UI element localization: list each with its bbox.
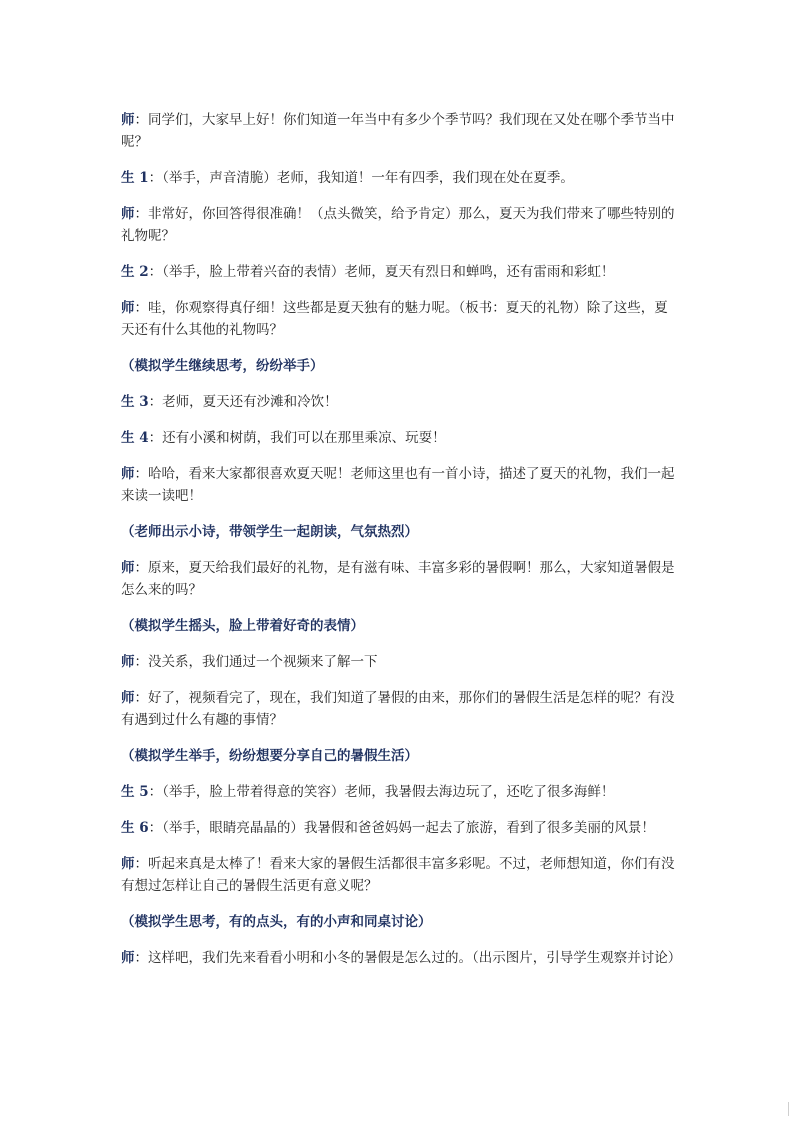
dialogue-line — [121, 109, 677, 153]
speaker-label: 师 — [121, 560, 135, 576]
speaker-label: 生 3 — [121, 394, 149, 410]
dialogue-text: ：（举手，脸上带着兴奋的表情）老师，夏天有烈日和蝉鸣，还有雷雨和彩虹！ — [148, 264, 615, 280]
stage-direction-text: （模拟学生思考，有的点头，有的小声和同桌讨论） — [121, 914, 432, 930]
dialogue-line — [121, 781, 677, 803]
speaker-label: 师 — [121, 950, 135, 966]
speaker-label: 师 — [121, 690, 135, 706]
dialogue-text: ：好了，视频看完了，现在，我们知道了暑假的由来，那你们的暑假生活是怎样的呢？有没有遇到过什么有趣的事情？ — [121, 690, 675, 728]
dialogue-text: ：还有小溪和树荫，我们可以在那里乘凉、玩耍！ — [148, 430, 446, 446]
stage-direction — [121, 911, 677, 933]
stage-direction-text: （模拟学生继续思考，纷纷举手） — [121, 358, 324, 374]
dialogue-line — [121, 947, 682, 969]
dialogue-line — [121, 427, 677, 449]
dialogue-text: ：（举手，眼睛亮晶晶的）我暑假和爸爸妈妈一起去了旅游，看到了很多美丽的风景！ — [148, 820, 655, 836]
dialogue-text: ：（举手，声音清脆）老师，我知道！一年有四季，我们现在处在夏季。 — [148, 170, 574, 186]
dialogue-line — [121, 463, 677, 507]
stage-direction — [121, 355, 677, 377]
dialogue-text: ：哇，你观察得真仔细！这些都是夏天独有的魅力呢。（板书：夏天的礼物）除了这些，夏天还有什么其他的礼物吗？ — [121, 300, 668, 338]
lesson-transcript — [121, 109, 682, 983]
dialogue-line — [121, 391, 677, 413]
speaker-label: 师 — [121, 206, 135, 222]
dialogue-text: ：原来，夏天给我们最好的礼物，是有滋有味、丰富多彩的暑假啊！那么，大家知道暑假是怎么来的吗？ — [121, 560, 675, 598]
speaker-label: 师 — [121, 654, 135, 670]
dialogue-line — [121, 817, 677, 839]
speaker-label: 师 — [121, 856, 135, 872]
speaker-label: 生 2 — [121, 264, 149, 280]
dialogue-line — [121, 167, 677, 189]
dialogue-line — [121, 651, 677, 673]
dialogue-line — [121, 687, 677, 731]
dialogue-text: ：（举手，脸上带着得意的笑容）老师，我暑假去海边玩了，还吃了很多海鲜！ — [148, 784, 615, 800]
speaker-label: 师 — [121, 300, 135, 316]
page-edge-mark — [788, 1102, 789, 1116]
stage-direction — [121, 615, 677, 637]
dialogue-text: ：这样吧，我们先来看看小明和小冬的暑假是怎么过的。（出示图片，引导学生观察并讨论） — [134, 950, 682, 966]
dialogue-line — [121, 853, 677, 897]
speaker-label: 生 6 — [121, 820, 149, 836]
speaker-label: 生 4 — [121, 430, 149, 446]
dialogue-text: ：哈哈，看来大家都很喜欢夏天呢！老师这里也有一首小诗，描述了夏天的礼物，我们一起来读一读吧！ — [121, 466, 675, 504]
dialogue-line — [121, 557, 677, 601]
stage-direction-text: （老师出示小诗，带领学生一起朗读，气氛热烈） — [121, 524, 418, 540]
stage-direction-text: （模拟学生举手，纷纷想要分享自己的暑假生活） — [121, 748, 418, 764]
dialogue-line — [121, 261, 677, 283]
speaker-label: 生 5 — [121, 784, 149, 800]
speaker-label: 师 — [121, 112, 135, 128]
dialogue-text: ：听起来真是太棒了！看来大家的暑假生活都很丰富多彩呢。不过，老师想知道，你们有没有想过怎样让自己的暑假生活更有意义呢？ — [121, 856, 675, 894]
dialogue-text: ：非常好，你回答得很准确！（点头微笑，给予肯定）那么，夏天为我们带来了哪些特别的礼物呢？ — [121, 206, 675, 244]
stage-direction — [121, 521, 677, 543]
dialogue-text: ：没关系，我们通过一个视频来了解一下 — [134, 654, 378, 670]
speaker-label: 生 1 — [121, 170, 149, 186]
speaker-label: 师 — [121, 466, 135, 482]
stage-direction-text: （模拟学生摇头，脸上带着好奇的表情） — [121, 618, 364, 634]
stage-direction — [121, 745, 677, 767]
dialogue-line — [121, 297, 677, 341]
dialogue-line — [121, 203, 677, 247]
dialogue-text: ：老师，夏天还有沙滩和冷饮！ — [148, 394, 338, 410]
dialogue-text: ：同学们，大家早上好！你们知道一年当中有多少个季节吗？我们现在又处在哪个季节当中呢？ — [121, 112, 675, 150]
